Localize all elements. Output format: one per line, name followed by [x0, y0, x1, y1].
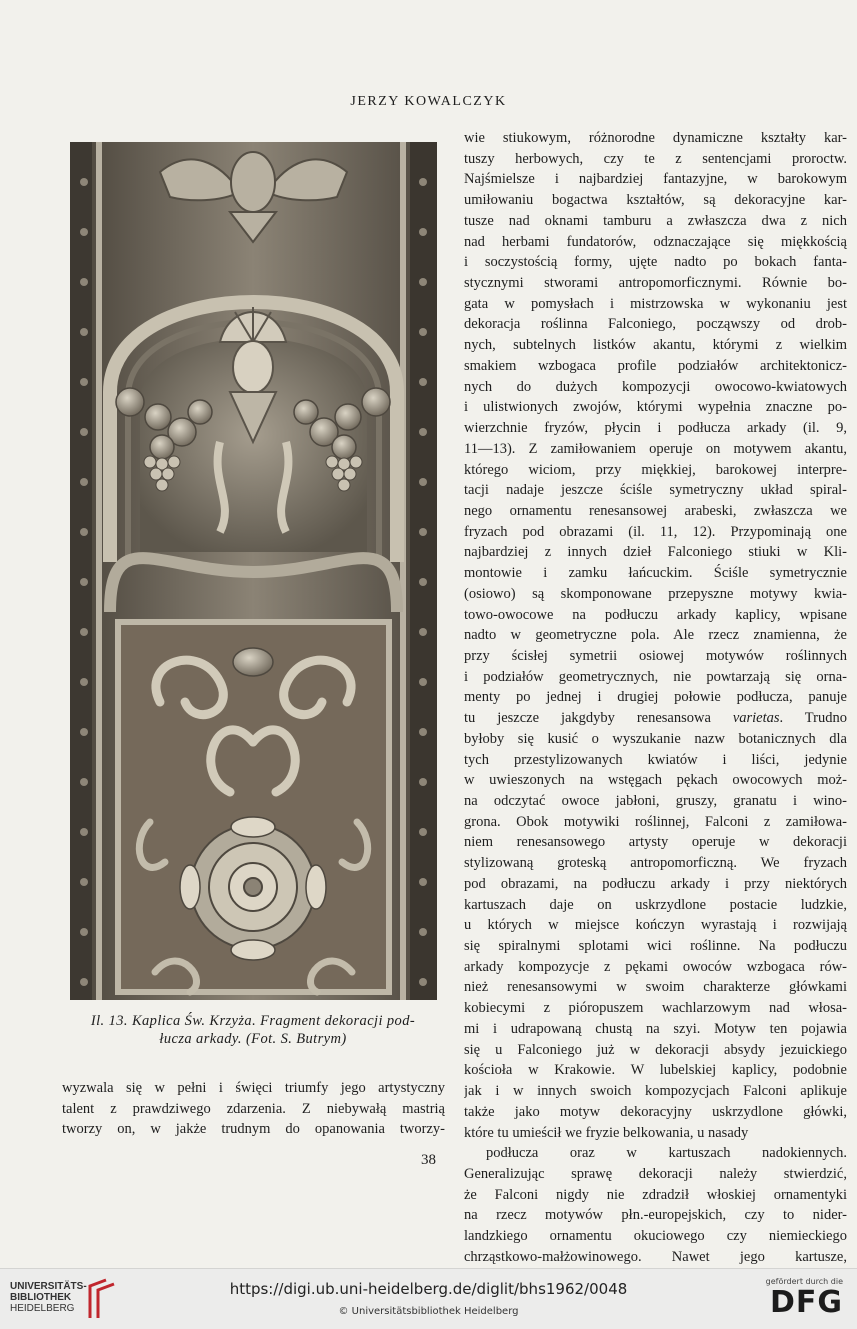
text-line: (osiowo) są skomponowane przepyszne motywy kwia- [464, 585, 847, 602]
logo-line: BIBLIOTHEK [10, 1292, 72, 1303]
viewer-footer [0, 1268, 857, 1329]
text-line: chrząstkowo-małżowinowego. Nawet jego kartusze, [464, 1248, 847, 1265]
right-column-text [464, 128, 847, 1268]
text-line: montowie i zamku łańcuckim. Ściśle symetrycznie [464, 565, 847, 582]
text-line: na odczytać owoce jabłoni, gruszy, granatu i wino- [464, 793, 847, 809]
caption-line: łucza arkady. (Fot. S. Butrym) [159, 1031, 347, 1047]
text-line: i soczystością formy, ujęte nadto po bokach fanta- [464, 254, 847, 271]
left-column-text [62, 1078, 445, 1140]
text-line: 11—13). Z zamiłowaniem operuje on motywem akantu, [464, 440, 847, 457]
text-line: także jako motyw dekoracyjny uskrzydlone główki, [464, 1103, 847, 1120]
text-line: umiłowaniu bogactwa kształtów, są dekoracyjne kar- [464, 192, 847, 209]
text-line: i podziałów geometrycznych, nie powtarzają się orna- [464, 668, 847, 685]
text-line: nego ornamentu renesansowej arabeski, zwłaszcza we [464, 502, 847, 519]
text-line: byłoby się kusić o wyszukanie nazw botanicznych dla [464, 730, 847, 747]
text-line: Generalizując sprawę dekoracji należy stwierdzić, [464, 1165, 847, 1182]
text-line: wie stiukowym, różnorodne dynamiczne kształty kar- [464, 130, 847, 146]
text-line: najbardziej z innych dzieł Falconiego stiuki w Kli- [464, 544, 847, 561]
text-line: nych, subtelnych listków akantu, którymi z wielkim [464, 337, 847, 354]
text-line: tu jeszcze jakgdyby renesansowa varietas. Trudno [464, 710, 847, 727]
text-line: stylizowaną groteską antropomorficzną. We fryzach [464, 855, 847, 872]
text-line: że Falconi nigdy nie zdradził włoskiej ornamentyki [464, 1186, 847, 1203]
text-line: które tu umieścił we fryzie belkowania, u nasady [464, 1124, 749, 1141]
logo-line: UNIVERSITÄTS- [10, 1281, 87, 1292]
text-line: towo-owocowe na podłuczu arkady kaplicy, wpisane [464, 606, 847, 623]
text-line: mi i udrapowaną chustą na szyi. Motyw ten pojawia [464, 1020, 847, 1037]
dfg-logo[interactable]: DFG [769, 1285, 843, 1320]
figure-caption [60, 1012, 446, 1048]
text-line: Najśmielsze i najbardziej fantazyjne, w barokowym [464, 171, 847, 188]
text-line: tych przestylizowanych kwiatów i liści, jedynie [464, 751, 847, 768]
text-line: jak i w innych swoich kompozycjach Falconi aplikuje [464, 1083, 847, 1100]
text-line: kartuszach daje on uskrzydlone postacie ludzkie, [464, 896, 847, 913]
text-line: gata w pomysłach i mistrzowska w wykonaniu jest [464, 295, 847, 312]
copyright-notice: © Universitätsbibliothek Heidelberg [338, 1306, 519, 1317]
logo-line: HEIDELBERG [10, 1303, 75, 1314]
text-line: niem renesansowego artysty operuje w dekoracji [464, 834, 847, 851]
page-number: 38 [421, 1152, 436, 1168]
text-line: tacji nadaje jeszcze ściśle symetryczny układ spiral- [464, 482, 847, 499]
text-line: smakiem wzbogaca profile podziałów architektonicz- [464, 357, 847, 374]
text-line: tuszy herbowych, czy te z sentencjami proroctw. [464, 150, 847, 167]
text-line: nych do dużych kompozycji owocowo-kwiatowych [464, 378, 847, 395]
text-line: nad herbami fundatorów, odznaczające się miękkością [464, 233, 847, 250]
permalink-url[interactable]: https://digi.ub.uni-heidelberg.de/diglit/bhs1962/0048 [229, 1280, 628, 1298]
text-line: podłucza oraz w kartuszach nadokiennych. [486, 1145, 847, 1162]
text-line: w uwieszonych na wstęgach pękach owocowych moż- [464, 772, 847, 789]
text-line: którego wiciom, przy miękkiej, barokowej interpre- [464, 461, 847, 478]
text-line: stycznymi stworami antropomorficznymi. Równie bo- [464, 275, 847, 292]
text-line: się spiralnymi splotami wici roślinne. Na podłuczu [464, 938, 847, 955]
text-line: wierzchnie fryzów, płycin i podłucza arkady (il. 9, [464, 420, 847, 437]
figure-stucco-photo [70, 142, 437, 1000]
running-head: JERZY KOWALCZYK [350, 94, 507, 109]
funding-note: gefördert durch die [765, 1277, 843, 1286]
text-line: pod obrazami, na podłuczu arkady i przy niektórych [464, 875, 847, 892]
text-line: się u Falconiego już w dekoracji absydy jezuickiego [464, 1041, 847, 1058]
text-line: landzkiego ornamentu okuciowego czy niemieckiego [464, 1228, 847, 1245]
text-line: tworzy on, w jakże trudnym do opanowania tworzy- [62, 1121, 445, 1137]
text-line: dekoracja roślinna Falconiego, począwszy od drob- [464, 316, 847, 333]
text-line: kobiecymi z pióropuszem wachlarzowym nad włosa- [464, 1000, 847, 1017]
text-line: kościoła w Krakowie. W lubelskiej kaplicy, podobnie [464, 1062, 847, 1079]
text-line: na rzecz motywów płn.-europejskich, czy to nider- [464, 1207, 847, 1224]
stucco-ornament-illustration [70, 142, 437, 1000]
text-line: nież renesansowymi w swoim charakterze główkami [464, 979, 847, 996]
text-line: grona. Obok motywiki roślinnej, Falconi z zamiłowa- [464, 813, 847, 830]
text-line: arkady kompozycje z pękami owoców wzbogaca rów- [464, 958, 847, 975]
caption-line: Il. 13. Kaplica Św. Krzyża. Fragment dekoracji pod- [90, 1013, 416, 1029]
latin-term: varietas [732, 710, 780, 727]
text-line: talent z prawdziwego zdarzenia. Z niebywałą mastrią [62, 1100, 445, 1117]
text-line: wyzwala się w pełni i święci triumfy jego artystyczny [62, 1080, 445, 1096]
text-line: przy ścisłej symetrii osiowej motywów roślinnych [464, 647, 847, 664]
text-line: u których w miejsce kończyn wyrastają i rozwijają [464, 917, 847, 934]
text-line: menty po jednej i drugiej połowie podłucza, panuje [464, 689, 847, 706]
text-line: tusze nad oknami tamburu a zwłaszcza dwa z nich [464, 212, 847, 229]
text-line: fryzach pod obrazami (il. 11, 12). Przypominają one [464, 523, 847, 540]
text-line: i ulistwionych zwojów, którymi wypełnia znaczne po- [464, 399, 847, 416]
text-line: nadto w geometryczne pola. Ale rzecz znamienna, że [464, 627, 847, 644]
